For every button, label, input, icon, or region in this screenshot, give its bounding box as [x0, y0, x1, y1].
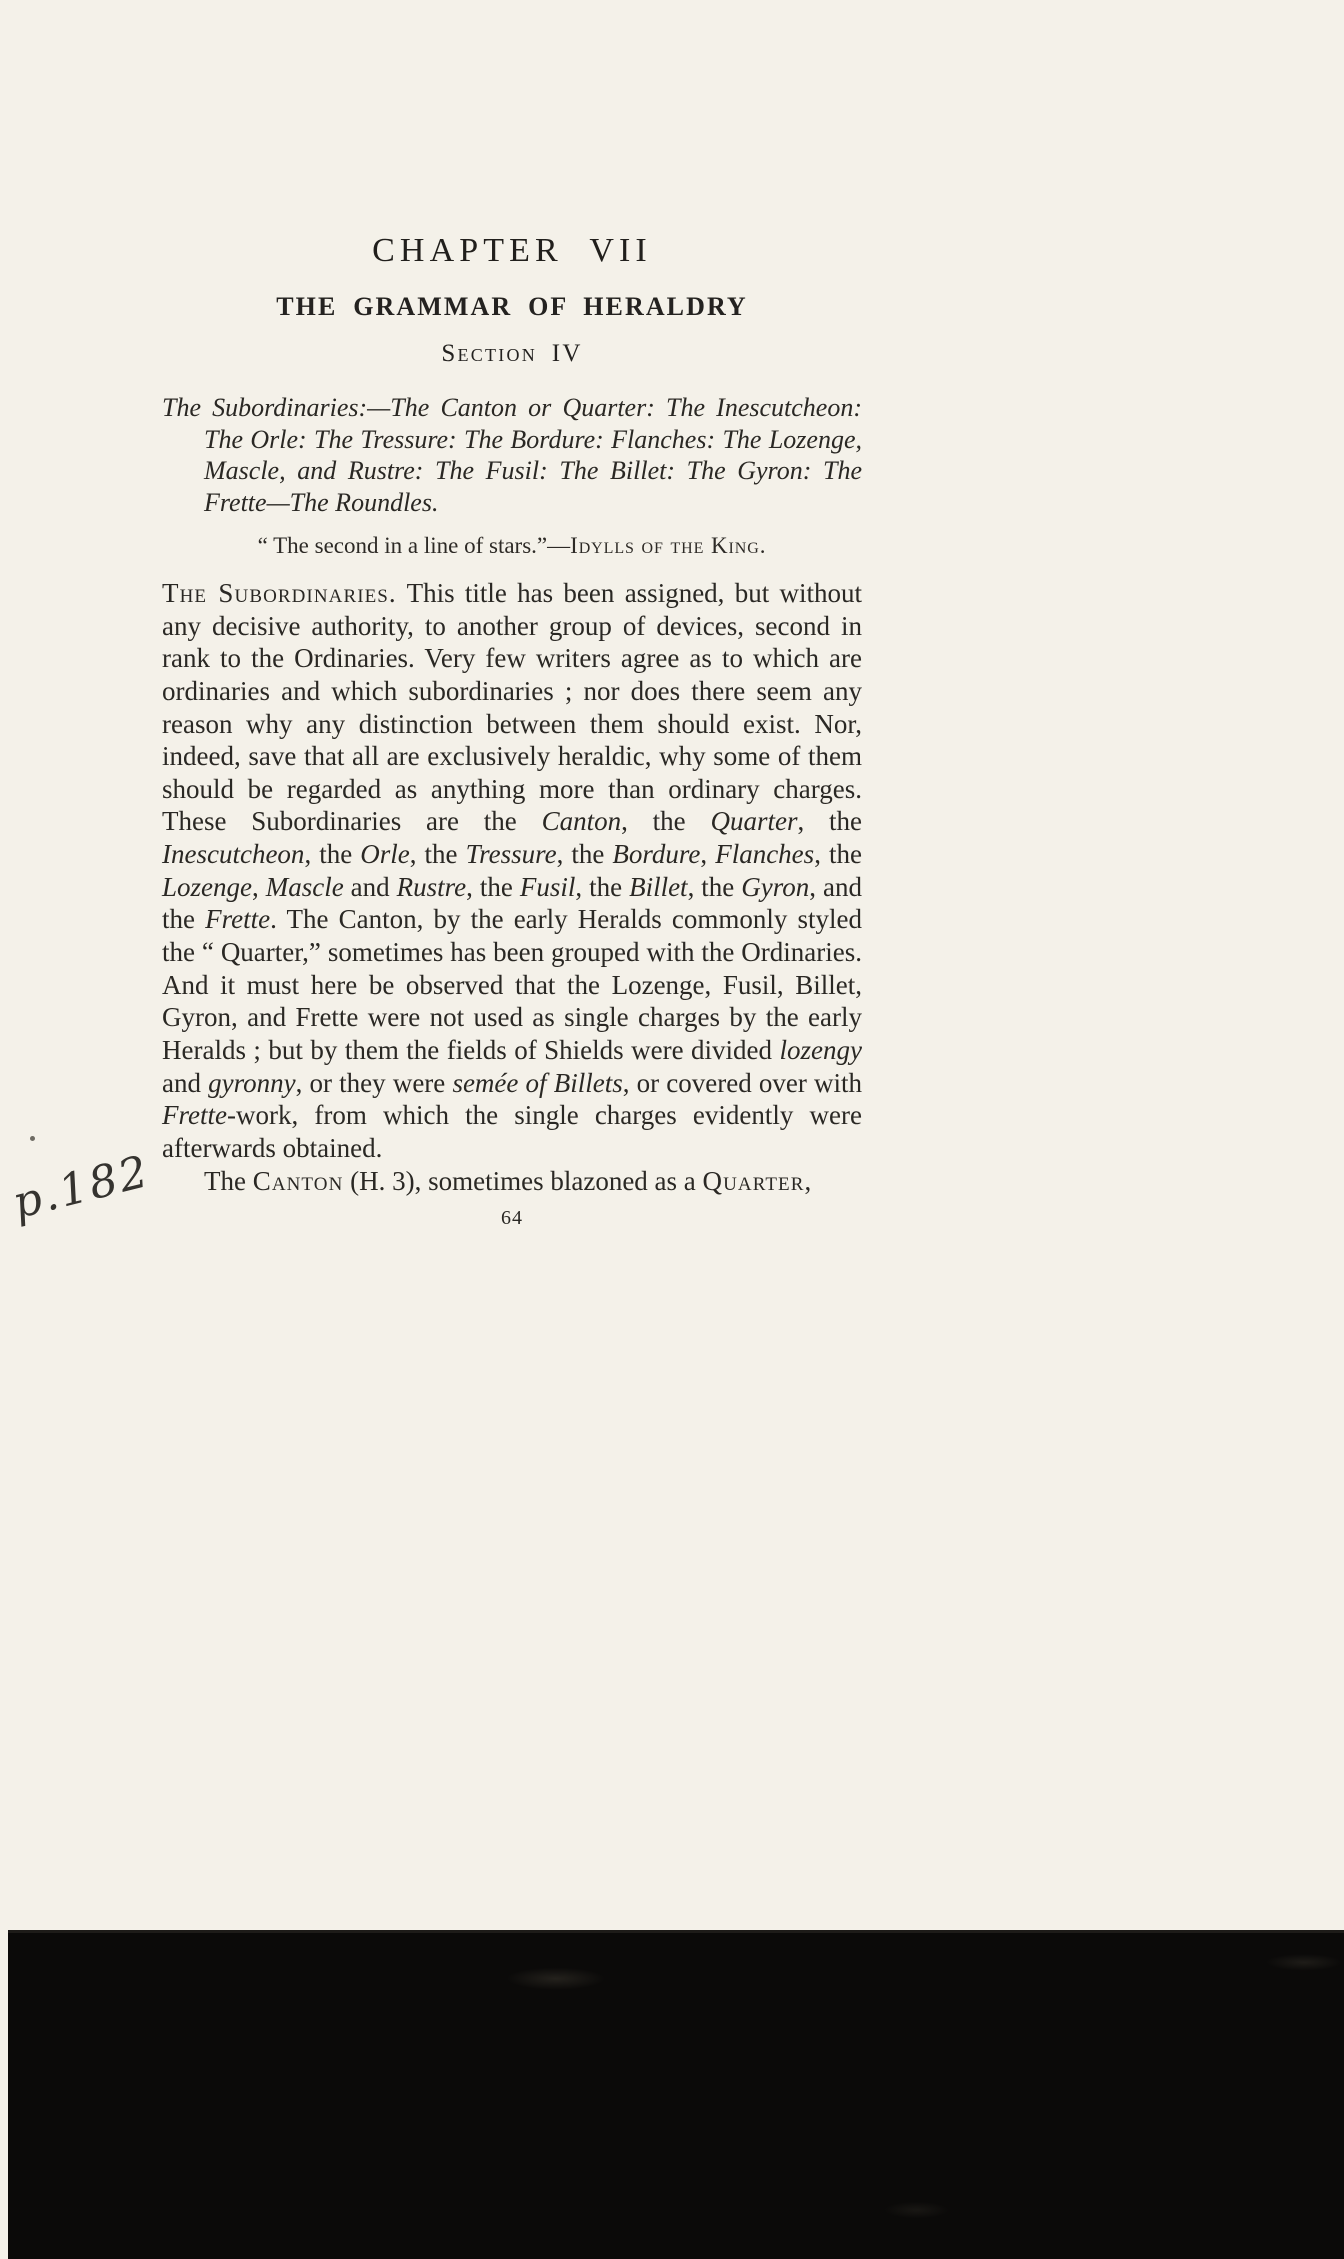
text-run: Billet	[629, 871, 688, 902]
text-run: , or they were	[295, 1067, 453, 1098]
text-run: The	[204, 1165, 253, 1196]
chapter-subtitle: THE GRAMMAR OF HERALDRY	[276, 292, 748, 321]
text-run: semée of Billets	[452, 1067, 623, 1098]
argument-summary	[162, 392, 862, 519]
text-run: Gyron	[741, 871, 810, 902]
text-run: ,	[700, 839, 716, 870]
text-run: , the	[304, 839, 361, 870]
section-heading: Section IV	[441, 340, 583, 367]
text-run: Fusil	[519, 871, 576, 902]
text-run: , the	[556, 839, 613, 870]
text-run: Canton	[541, 806, 622, 837]
body-paragraph-1	[162, 577, 862, 1165]
epigraph	[162, 533, 862, 559]
text-run: Rustre	[396, 871, 467, 902]
text-run: gyronny	[208, 1067, 296, 1098]
text-run: . The Canton, by the early Heralds commonly styled the “ Quarter,” sometimes has been grouped with the Ordinaries. And it must here be observed that the Lozenge, Fusil, Billet, Gyron, and Frette were not used as single charges by the early Heralds ; but by them the fields of Shields were divided	[162, 904, 862, 1066]
handwritten-annotation: p.182	[7, 1145, 156, 1229]
text-run: lozengy	[779, 1035, 862, 1066]
text-run: Frette	[205, 904, 271, 935]
chapter-title: CHAPTER VII	[372, 232, 652, 269]
text-run: , the	[409, 839, 466, 870]
text-run: The Subordinaries.	[162, 577, 397, 608]
text-run: This title has been assigned, but without any decisive authority, to another group of devices, second in rank to the Ordinaries. Very few writers agree as to which are ordinaries and which subordinaries ; nor does there seem any reason why any distinction between them should exist. Nor, indeed, save that all are exclusively heraldic, why some of them should be regarded as anything more than ordinary charges. These Subordinaries are the	[162, 577, 863, 837]
text-run: , and the	[162, 871, 862, 935]
text-run: work, from which the single charges evidently were afterwards obtained.	[162, 1100, 862, 1164]
text-run: Frette-	[162, 1100, 236, 1131]
text-run: Tressure	[465, 839, 557, 870]
text-run: Bordure	[612, 839, 701, 870]
text-run: , the	[575, 871, 630, 902]
text-run: and	[162, 1067, 209, 1098]
text-run: Quarter	[710, 806, 798, 837]
text-run: , the	[797, 806, 862, 837]
scan-black-band	[8, 1930, 1344, 2259]
text-run: “ The second in a line of stars.”—	[257, 532, 571, 558]
body-paragraph-2	[162, 1165, 862, 1198]
text-run: , or covered over with	[622, 1067, 862, 1098]
text-run: ,	[252, 871, 266, 902]
text-run: and	[343, 871, 397, 902]
page-number: 64	[501, 1207, 523, 1230]
text-run: (H. 3), sometimes blazoned as a	[343, 1165, 703, 1196]
text-run: Inescutcheon	[162, 839, 305, 870]
text-run: Canton	[252, 1165, 344, 1196]
text-run: Quarter	[702, 1165, 805, 1196]
text-run: ,	[804, 1165, 812, 1196]
text-run: Lozenge	[162, 871, 252, 902]
text-run: Idylls of the King.	[570, 532, 767, 558]
text-run: , the	[814, 839, 862, 870]
text-run: Mascle	[265, 871, 344, 902]
text-run: Flanches	[715, 839, 815, 870]
text-run: , the	[687, 871, 742, 902]
stray-ink-mark	[30, 1136, 35, 1141]
text-run: Orle	[360, 839, 410, 870]
text-block	[162, 232, 862, 1230]
text-run: , the	[466, 871, 520, 902]
text-run: The Subordinaries:—The Canton or Quarter: The Inescutcheon: The Orle: The Tressure: The Bordure: Flanches: The Lozenge, Mascle, and Rustre: The Fusil: The Billet: The Gyron: The Frette—The Roundles.	[162, 393, 862, 518]
text-run: , the	[621, 806, 711, 837]
